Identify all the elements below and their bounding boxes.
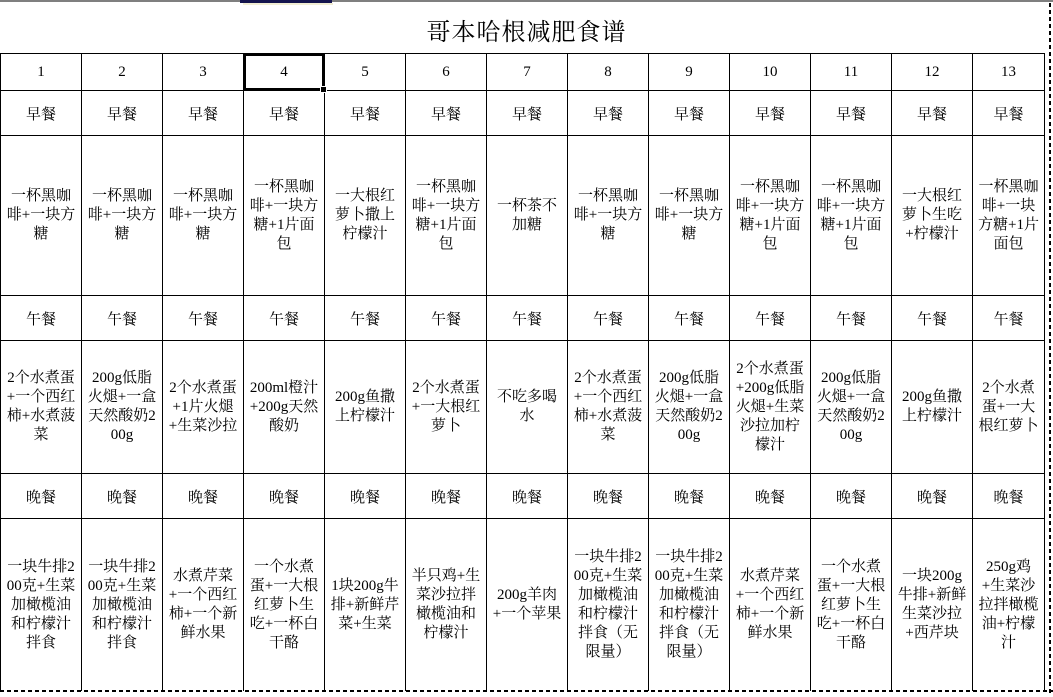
breakfast-label-cell[interactable]: 早餐 bbox=[892, 91, 973, 136]
breakfast-label-cell[interactable]: 早餐 bbox=[82, 91, 163, 136]
breakfast-label-cell[interactable]: 早餐 bbox=[1, 91, 82, 136]
dinner-label-cell[interactable]: 晚餐 bbox=[568, 474, 649, 519]
breakfast-content-cell[interactable]: 一杯黑咖啡+一块方糖 bbox=[649, 136, 730, 296]
lunch-content-cell[interactable]: 200ml橙汁+200g天然酸奶 bbox=[244, 341, 325, 474]
window-fragment-highlight bbox=[243, 3, 333, 5]
breakfast-content-cell[interactable]: 一杯黑咖啡+一块方糖+1片面包 bbox=[811, 136, 892, 296]
dinner-label-cell[interactable]: 晚餐 bbox=[487, 474, 568, 519]
dinner-content-cell[interactable]: 一个水煮蛋+一大根红萝卜生吃+一杯白干酪 bbox=[244, 519, 325, 691]
lunch-content-cell[interactable]: 200g鱼撒上柠檬汁 bbox=[325, 341, 406, 474]
breakfast-content-cell[interactable]: 一杯黑咖啡+一块方糖 bbox=[82, 136, 163, 296]
lunch-label-cell[interactable]: 午餐 bbox=[973, 296, 1045, 341]
day-header-cell[interactable]: 6 bbox=[406, 54, 487, 91]
lunch-label-cell[interactable]: 午餐 bbox=[406, 296, 487, 341]
lunch-label-cell[interactable]: 午餐 bbox=[487, 296, 568, 341]
dinner-content-cell[interactable]: 半只鸡+生菜沙拉拌橄榄油和柠檬汁 bbox=[406, 519, 487, 691]
lunch-label-cell[interactable]: 午餐 bbox=[1, 296, 82, 341]
breakfast-content-cell[interactable]: 一杯黑咖啡+一块方糖+1片面包 bbox=[730, 136, 811, 296]
dinner-label-cell[interactable]: 晚餐 bbox=[163, 474, 244, 519]
lunch-content-cell[interactable]: 2个水煮蛋+一大根红萝卜 bbox=[973, 341, 1045, 474]
breakfast-label-cell[interactable]: 早餐 bbox=[568, 91, 649, 136]
breakfast-content-cell[interactable]: 一杯黑咖啡+一块方糖 bbox=[568, 136, 649, 296]
lunch-content-cell[interactable]: 2个水煮蛋+一个西红柿+水煮菠菜 bbox=[1, 341, 82, 474]
breakfast-content-cell[interactable]: 一杯黑咖啡+一块方糖+1片面包 bbox=[973, 136, 1045, 296]
window-top-edge bbox=[0, 0, 1053, 2]
dinner-content-cell[interactable]: 200g羊肉+一个苹果 bbox=[487, 519, 568, 691]
breakfast-content-cell[interactable]: 一杯黑咖啡+一块方糖 bbox=[163, 136, 244, 296]
lunch-content-cell[interactable]: 2个水煮蛋+一个西红柿+水煮菠菜 bbox=[568, 341, 649, 474]
lunch-content-cell[interactable]: 不吃多喝水 bbox=[487, 341, 568, 474]
day-header-cell[interactable]: 8 bbox=[568, 54, 649, 91]
breakfast-label-cell[interactable]: 早餐 bbox=[163, 91, 244, 136]
dinner-label-cell[interactable]: 晚餐 bbox=[1, 474, 82, 519]
day-header-cell[interactable]: 12 bbox=[892, 54, 973, 91]
dinner-content-cell[interactable]: 一块牛排200克+生菜加橄榄油和柠檬汁拌食（无限量） bbox=[649, 519, 730, 691]
lunch-content-cell[interactable]: 200g低脂火煺+一盒天然酸奶200g bbox=[82, 341, 163, 474]
lunch-label-cell[interactable]: 午餐 bbox=[811, 296, 892, 341]
lunch-label-cell[interactable]: 午餐 bbox=[244, 296, 325, 341]
dinner-content-cell[interactable]: 一块200g牛排+新鲜生菜沙拉+西芹块 bbox=[892, 519, 973, 691]
dinner-label-cell[interactable]: 晚餐 bbox=[82, 474, 163, 519]
breakfast-label-cell[interactable]: 早餐 bbox=[730, 91, 811, 136]
breakfast-label-cell[interactable]: 早餐 bbox=[325, 91, 406, 136]
day-header-cell[interactable]: 11 bbox=[811, 54, 892, 91]
lunch-label-cell[interactable]: 午餐 bbox=[568, 296, 649, 341]
breakfast-content-cell[interactable]: 一大根红萝卜撒上柠檬汁 bbox=[325, 136, 406, 296]
page-break-vertical bbox=[1049, 3, 1051, 693]
dinner-content-cell[interactable]: 1块200g牛排+新鲜芹菜+生菜 bbox=[325, 519, 406, 691]
dinner-label-cell[interactable]: 晚餐 bbox=[406, 474, 487, 519]
day-header-cell[interactable]: 13 bbox=[973, 54, 1045, 91]
day-header-cell[interactable]: 10 bbox=[730, 54, 811, 91]
day-header-cell[interactable]: 5 bbox=[325, 54, 406, 91]
lunch-content-cell[interactable]: 200g鱼撒上柠檬汁 bbox=[892, 341, 973, 474]
breakfast-label-cell[interactable]: 早餐 bbox=[487, 91, 568, 136]
dinner-content-cell[interactable]: 一块牛排200克+生菜加橄榄油和柠檬汁拌食 bbox=[1, 519, 82, 691]
day-header-cell[interactable]: 7 bbox=[487, 54, 568, 91]
lunch-content-cell[interactable]: 2个水煮蛋+1片火煺+生菜沙拉 bbox=[163, 341, 244, 474]
sheet-title: 哥本哈根减肥食谱 bbox=[426, 20, 627, 46]
dinner-label-cell[interactable]: 晚餐 bbox=[325, 474, 406, 519]
dinner-label-cell[interactable]: 晚餐 bbox=[811, 474, 892, 519]
day-header-cell[interactable]: 3 bbox=[163, 54, 244, 91]
breakfast-label-cell[interactable]: 早餐 bbox=[649, 91, 730, 136]
dinner-label-cell[interactable]: 晚餐 bbox=[892, 474, 973, 519]
dinner-label-cell[interactable]: 晚餐 bbox=[730, 474, 811, 519]
breakfast-content-cell[interactable]: 一杯黑咖啡+一块方糖 bbox=[1, 136, 82, 296]
breakfast-label-cell[interactable]: 早餐 bbox=[973, 91, 1045, 136]
lunch-label-cell[interactable]: 午餐 bbox=[163, 296, 244, 341]
day-header-cell[interactable]: 2 bbox=[82, 54, 163, 91]
dinner-content-cell[interactable]: 水煮芹菜+一个西红柿+一个新鲜水果 bbox=[163, 519, 244, 691]
lunch-label-cell[interactable]: 午餐 bbox=[730, 296, 811, 341]
dinner-label-cell[interactable]: 晚餐 bbox=[973, 474, 1045, 519]
dinner-label-cell[interactable]: 晚餐 bbox=[649, 474, 730, 519]
breakfast-content-cell[interactable]: 一杯黑咖啡+一块方糖+1片面包 bbox=[406, 136, 487, 296]
dinner-content-cell[interactable]: 一个水煮蛋+一大根红萝卜生吃+一杯白干酪 bbox=[811, 519, 892, 691]
breakfast-content-cell[interactable]: 一杯茶不加糖 bbox=[487, 136, 568, 296]
breakfast-label-cell[interactable]: 早餐 bbox=[244, 91, 325, 136]
dinner-content-cell[interactable]: 水煮芹菜+一个西红柿+一个新鲜水果 bbox=[730, 519, 811, 691]
breakfast-content-cell[interactable]: 一杯黑咖啡+一块方糖+1片面包 bbox=[244, 136, 325, 296]
lunch-content-cell[interactable]: 200g低脂火煺+一盒天然酸奶200g bbox=[649, 341, 730, 474]
lunch-content-cell[interactable]: 2个水煮蛋+200g低脂火煺+生菜沙拉加柠檬汁 bbox=[730, 341, 811, 474]
dinner-content-cell[interactable]: 250g鸡+生菜沙拉拌橄榄油+柠檬汁 bbox=[973, 519, 1045, 691]
breakfast-label-cell[interactable]: 早餐 bbox=[811, 91, 892, 136]
lunch-label-cell[interactable]: 午餐 bbox=[892, 296, 973, 341]
dinner-label-cell[interactable]: 晚餐 bbox=[244, 474, 325, 519]
dinner-content-cell[interactable]: 一块牛排200克+生菜加橄榄油和柠檬汁拌食 bbox=[82, 519, 163, 691]
dinner-content-cell[interactable]: 一块牛排200克+生菜加橄榄油和柠檬汁拌食（无限量） bbox=[568, 519, 649, 691]
breakfast-content-cell[interactable]: 一大根红萝卜生吃+柠檬汁 bbox=[892, 136, 973, 296]
diet-table bbox=[0, 53, 1045, 691]
lunch-content-cell[interactable]: 2个水煮蛋+一大根红萝卜 bbox=[406, 341, 487, 474]
lunch-label-cell[interactable]: 午餐 bbox=[82, 296, 163, 341]
selected-day-cell[interactable]: 4 bbox=[244, 54, 325, 91]
breakfast-label-cell[interactable]: 早餐 bbox=[406, 91, 487, 136]
lunch-content-cell[interactable]: 200g低脂火煺+一盒天然酸奶200g bbox=[811, 341, 892, 474]
day-header-cell[interactable]: 1 bbox=[1, 54, 82, 91]
lunch-label-cell[interactable]: 午餐 bbox=[325, 296, 406, 341]
lunch-label-cell[interactable]: 午餐 bbox=[649, 296, 730, 341]
page-break-horizontal bbox=[0, 690, 1053, 692]
day-header-cell[interactable]: 9 bbox=[649, 54, 730, 91]
